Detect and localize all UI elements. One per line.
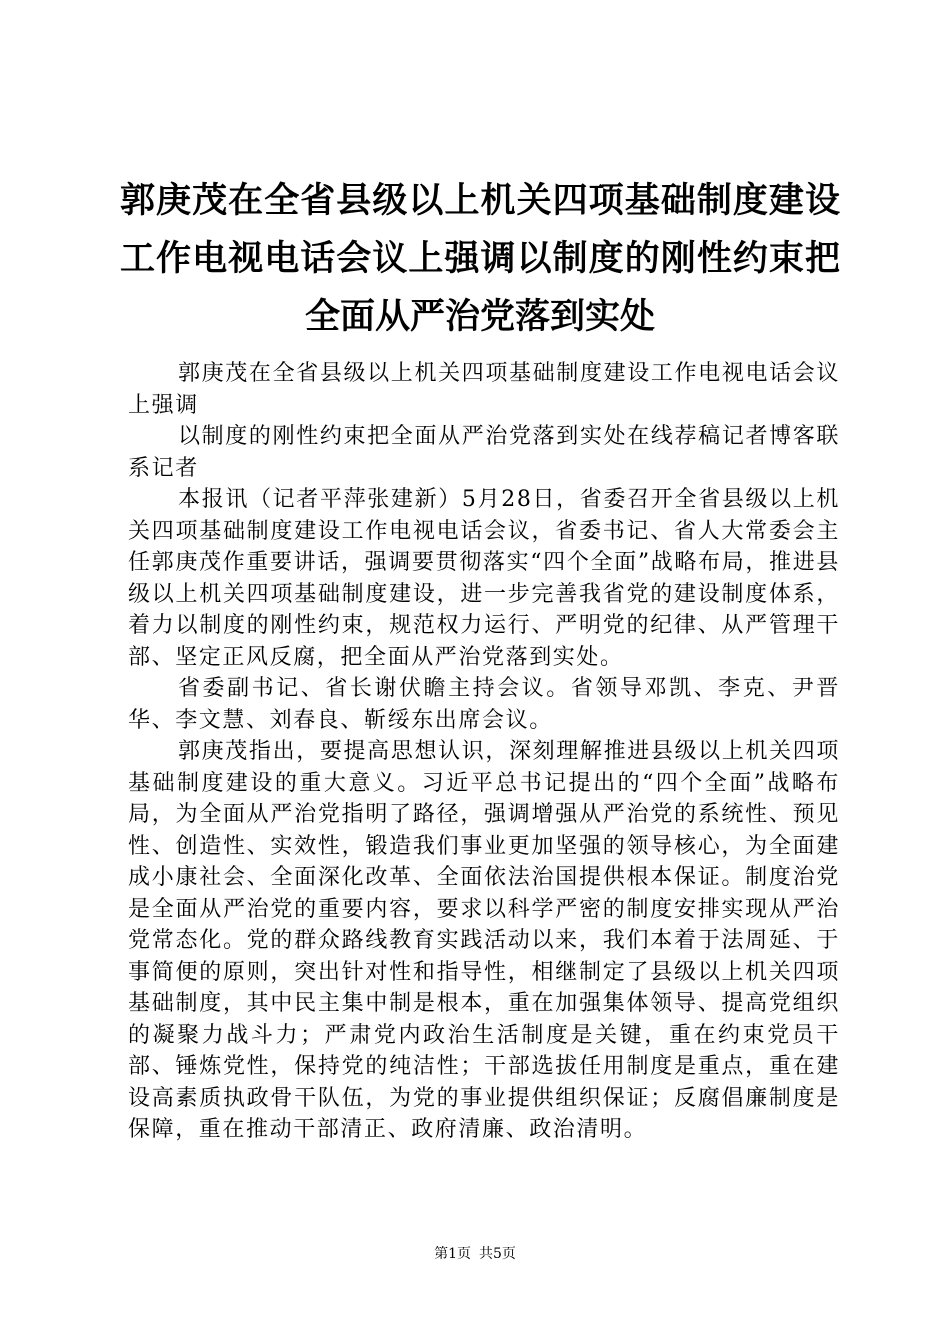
body-paragraph: 郭庚茂在全省县级以上机关四项基础制度建设工作电视电话会议上强调 [128,361,840,418]
document-body [128,358,840,1146]
page-total: 共5页 [479,1246,516,1262]
body-paragraph: 郭庚茂指出，要提高思想认识，深刻理解推进县级以上机关四项基础制度建设的重大意义。习近平总书记提出的“四个全面”战略布局，为全面从严治党指明了路径，强调增强从严治党的系统性、预见性、创造性、实效性，锻造我们事业更加坚强的领导核心，为全面建成小康社会、全面深化改革、全面依法治国提供根本保证。制度治党是全面从严治党的重要内容，要求以科学严密的制度安排实现从严治党常态化。党的群众路线教育实践活动以来，我们本着于法周延、于事简便的原则，突出针对性和指导性，相继制定了县级以上机关四项基础制度，其中民主集中制是根本，重在加强集体领导、提高党组织的凝聚力战斗力；严肃党内政治生活制度是关键，重在约束党员干部、锤炼党性，保持党的纯洁性；干部选拔任用制度是重点，重在建设高素质执政骨干队伍，为党的事业提供组织保证；反腐倡廉制度是保障，重在推动干部清正、政府清廉、政治清明。 [128,739,840,1142]
body-paragraph: 本报讯（记者平萍张建新）5月28日，省委召开全省县级以上机关四项基础制度建设工作电视电话会议，省委书记、省人大常委会主任郭庚茂作重要讲话，强调要贯彻落实“四个全面”战略布局，推进县级以上机关四项基础制度建设，进一步完善我省党的建设制度体系，着力以制度的刚性约束，规范权力运行、严明党的纪律、从严管理干部、坚定正风反腐，把全面从严治党落到实处。 [128,487,840,670]
document-title: 郭庚茂在全省县级以上机关四项基础制度建设工作电视电话会议上强调以制度的刚性约束把全面从严治党落到实处 [120,181,840,337]
body-paragraph: 以制度的刚性约束把全面从严治党落到实处在线荐稿记者博客联系记者 [128,424,840,481]
body-paragraph: 省委副书记、省长谢伏瞻主持会议。省领导邓凯、李克、尹晋华、李文慧、刘春良、靳绥东出席会议。 [128,676,840,733]
page-footer [0,1244,950,1264]
page-number: 第1页 [434,1246,471,1262]
